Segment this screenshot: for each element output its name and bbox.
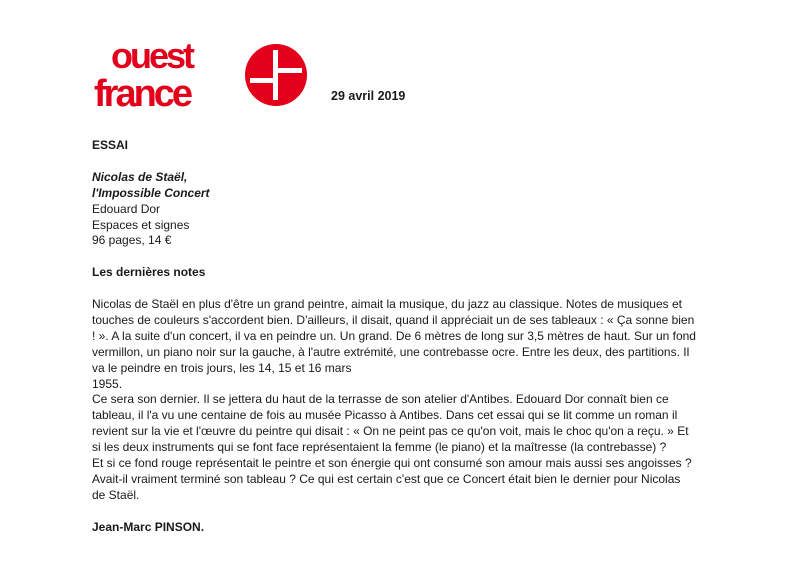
book-details: 96 pages, 14 € [92, 233, 172, 248]
book-info [92, 170, 712, 250]
body-line: revient sur la vie et l'œuvre du peintre qui disait : « On ne peint pas ce qu'on voit, mais le choc qu'on a reçu. » Et [92, 424, 689, 439]
ouest-france-logo [94, 40, 310, 112]
book-author: Edouard Dor [92, 201, 161, 216]
body-line: Et si ce fond rouge représentait le peintre et son énergie qui ont consumé son amour mais aussi ses angoisses ? [92, 456, 692, 471]
article [92, 138, 712, 536]
section-label: ESSAI [92, 138, 129, 152]
body-line: Ce sera son dernier. Il se jettera du haut de la terrasse de son atelier d'Antibes. Edouard Dor connaît bien ce [92, 392, 669, 407]
logo-word-ouest: ouest [111, 40, 193, 76]
article-body [92, 297, 712, 504]
body-line: touches de couleurs s'accordent bien. D'ailleurs, il disait, quand il appréciait un de ses tableaux : « Ça sonne bien [92, 312, 695, 327]
body-line: Nicolas de Staël en plus d'être un grand peintre, aimait la musique, du jazz au classique. Notes de musiques et [92, 297, 682, 312]
book-title-line-2: l'Impossible Concert [92, 185, 210, 200]
body-line: vermillon, un piano noir sur la gauche, à l'autre extrémité, une contrebasse ocre. Entre les deux, des partitions. Il [92, 344, 690, 359]
body-line: 1955. [92, 376, 123, 391]
body-line: si les deux instruments qui se font face représentaient la femme (le piano) et la maîtresse (la contrebasse) ? [92, 440, 667, 455]
logo-word-france: france [94, 73, 191, 112]
article-heading: Les dernières notes [92, 265, 206, 280]
body-line: tableau, il l'a vu une centaine de fois au musée Picasso à Antibes. Dans cet essai qui se lit comme un roman il [92, 408, 678, 423]
logo-circle-emblem-icon [245, 44, 307, 106]
body-line: va le peindre en trois jours, les 14, 15 et 16 mars [92, 360, 352, 375]
logo-graphic [94, 40, 310, 112]
book-title-line-1: Nicolas de Staël, [92, 169, 188, 184]
publication-date: 29 avril 2019 [331, 89, 406, 103]
article-signature: Jean-Marc PINSON. [92, 519, 205, 534]
body-line: Avait-il vraiment terminé son tableau ? Ce qui est certain c'est que ce Concert était bien le dernier pour Nicolas [92, 471, 681, 486]
body-line: de Staël. [92, 487, 140, 502]
book-publisher: Espaces et signes [92, 217, 190, 232]
body-line: ! ». A la suite d'un concert, il va en peindre un. Un grand. De 6 mètres de long sur 3,5 mètres de haut. Sur un fond [92, 328, 696, 343]
